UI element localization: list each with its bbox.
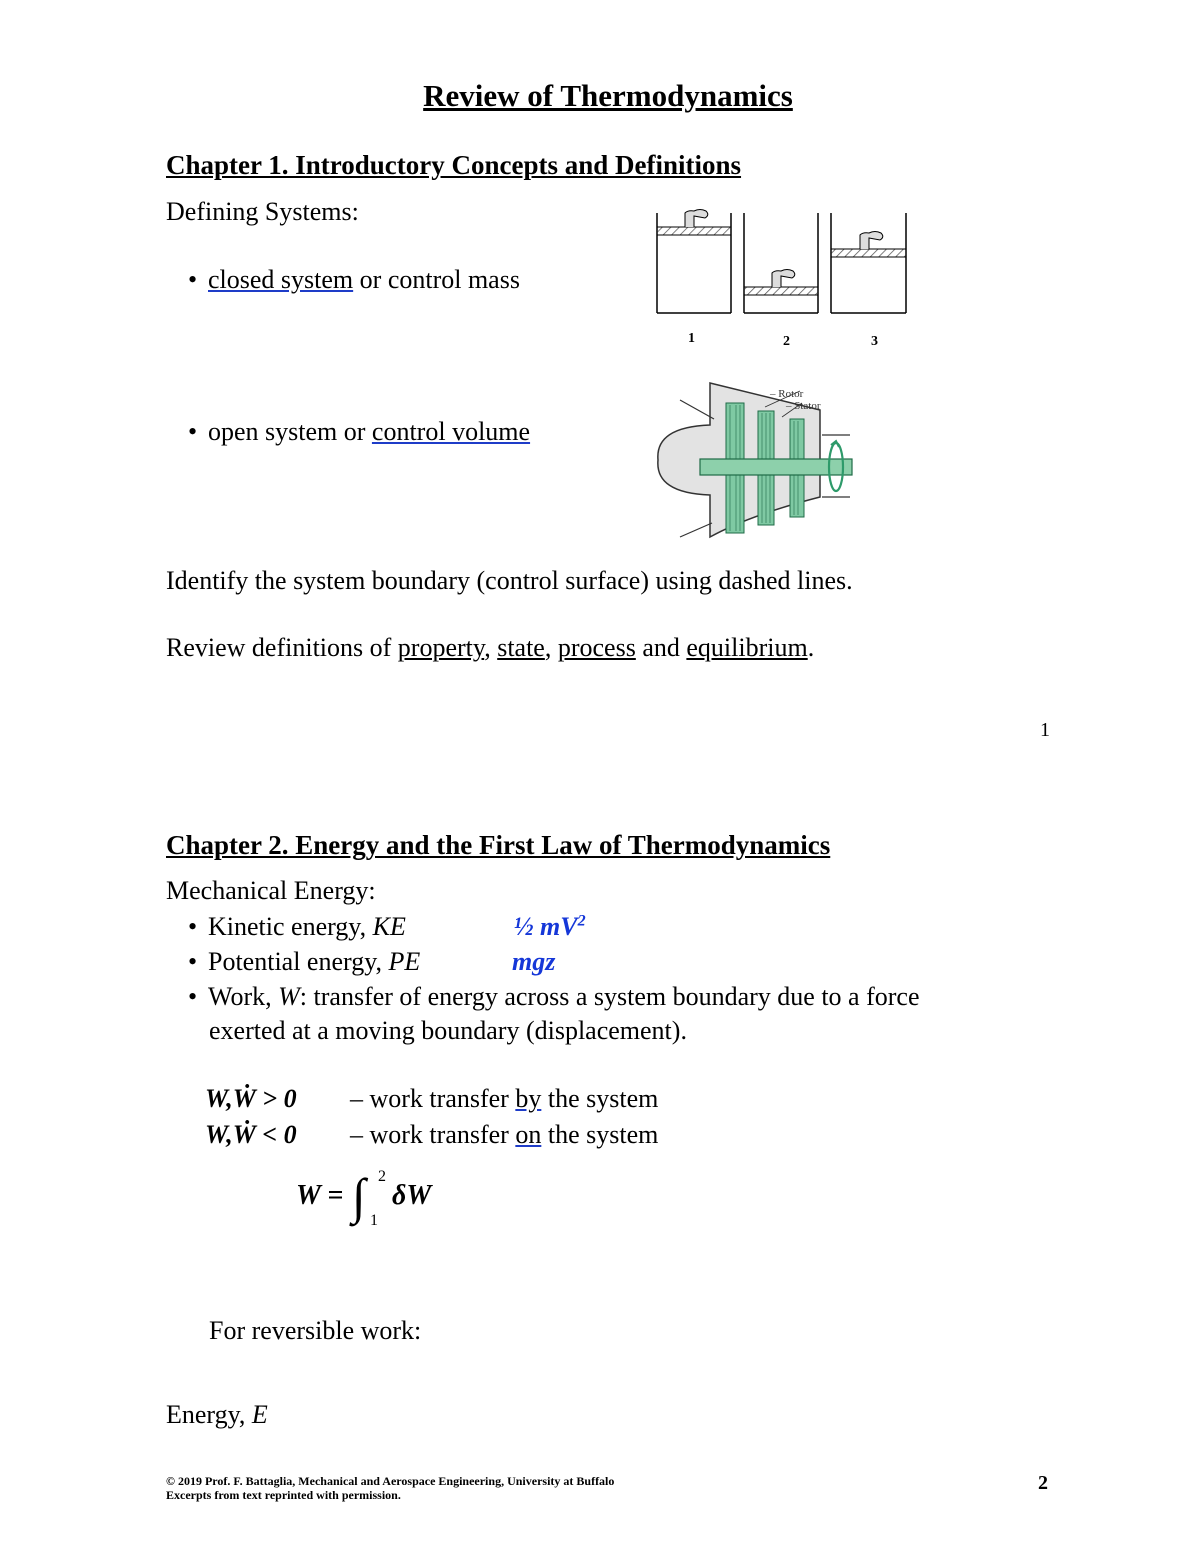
work-bullet: • Work, W: transfer of energy across a system boundary due to a force [188, 982, 920, 1011]
open-system-bullet: • open system or control volume [188, 417, 531, 446]
term-property: property [397, 633, 485, 662]
review-definitions-text: Review definitions of property, state, process and equilibrium. [166, 633, 815, 662]
kinetic-energy-bullet: • Kinetic energy, KE [188, 912, 406, 941]
defining-systems-label: Defining Systems: [166, 197, 359, 226]
closed-system-bullet: • closed system or control mass [188, 265, 520, 294]
cylinder-3 [831, 213, 906, 313]
cylinder-2 [744, 213, 818, 313]
chapter1-heading: Chapter 1. Introductory Concepts and Definitions [166, 150, 742, 180]
cylinder-label-2: 2 [783, 334, 790, 349]
mechanical-energy-label: Mechanical Energy: [166, 876, 376, 905]
stator-label: – Stator [786, 400, 821, 412]
rotor-label: – Rotor [770, 388, 804, 400]
identify-boundary-text: Identify the system boundary (control surface) using dashed lines. [166, 566, 853, 595]
page-number-2: 2 [1038, 1472, 1048, 1494]
footer-copyright: © 2019 Prof. F. Battaglia, Mechanical and Aerospace Engineering, University at Buffalo Excerpts from text reprinted with permission. [166, 1474, 615, 1502]
cylinder-label-1: 1 [688, 331, 695, 346]
work-integral-formula: W = ∫ 2 1 δW [296, 1168, 432, 1229]
piston-cylinder-figure [650, 205, 920, 355]
work-sign-positive: W,Ẇ > 0 – work transfer by the system [205, 1084, 659, 1113]
turbine-figure [650, 375, 870, 545]
potential-energy-bullet: • Potential energy, PE [188, 947, 421, 976]
term-equilibrium: equilibrium [686, 633, 808, 662]
potential-energy-formula: mgz [512, 947, 556, 976]
energy-label: Energy, E [166, 1400, 268, 1429]
page-number-1: 1 [1040, 719, 1050, 741]
cylinder-1 [657, 210, 731, 314]
control-volume-term: control volume [371, 417, 531, 446]
page-title: Review of Thermodynamics [423, 78, 793, 113]
kinetic-energy-formula: ½ $mV^2$ [514, 912, 586, 941]
work-definition-line2: exerted at a moving boundary (displacement). [209, 1016, 687, 1045]
cylinder-label-3: 3 [871, 334, 878, 349]
reversible-work-label: For reversible work: [209, 1316, 422, 1345]
chapter2-heading: Chapter 2. Energy and the First Law of Thermodynamics [166, 830, 831, 860]
closed-system-term: closed system [208, 265, 354, 294]
term-process: process [557, 633, 636, 662]
work-sign-negative: W,Ẇ < 0 – work transfer on the system [205, 1120, 659, 1149]
term-state: state [497, 633, 545, 662]
